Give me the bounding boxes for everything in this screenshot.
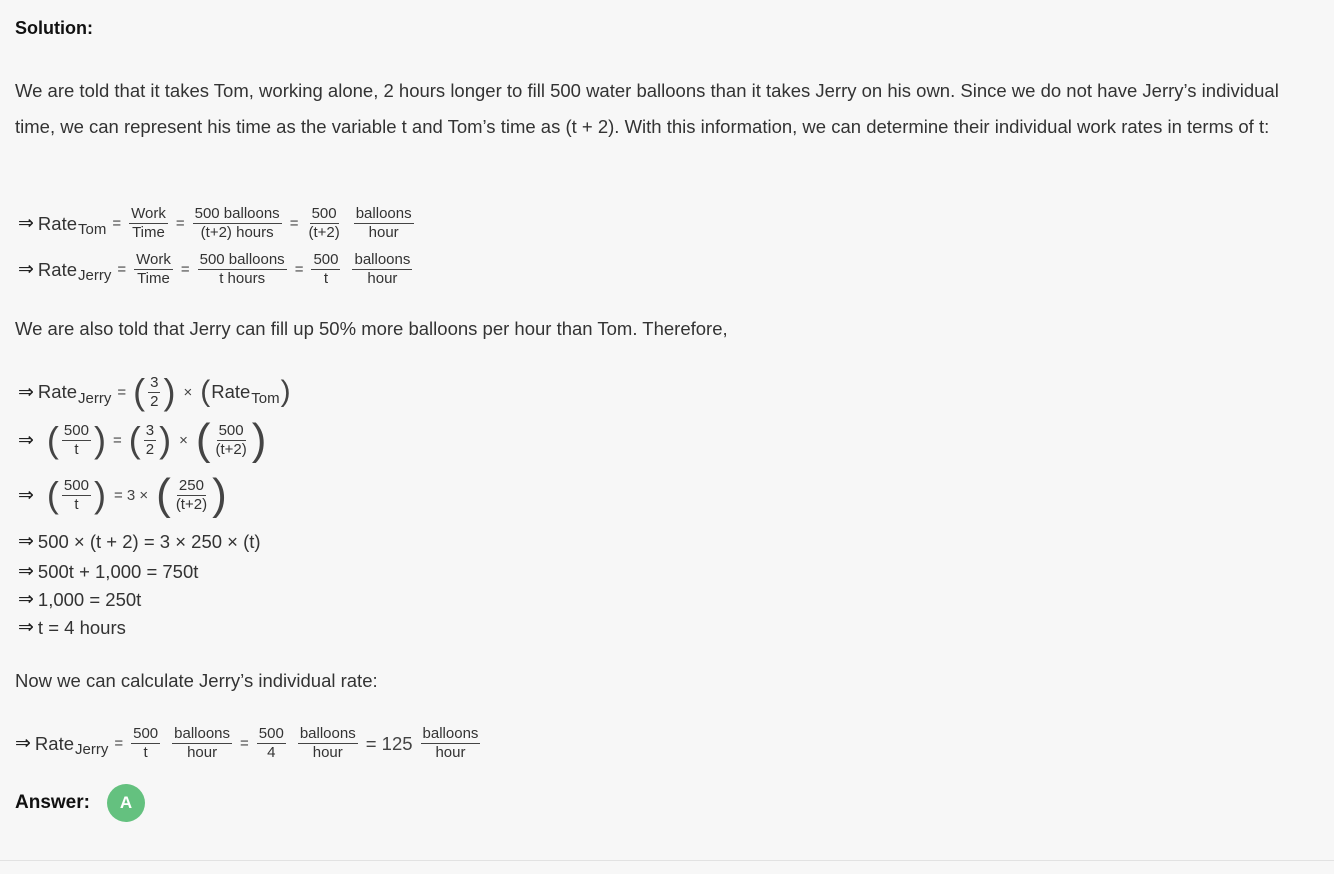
step-line: ⇒ 500 × (t + 2) = 3 × 250 × (t) <box>18 530 261 552</box>
rate-label: Rate <box>37 212 77 234</box>
simplified-equation: ⇒ ( $\frac{500}{t}$ ) = 3 × ( $\frac{250}{(t+2)}$ ) <box>18 470 227 519</box>
now-paragraph: Now we can calculate Jerry’s individual rate: <box>15 670 378 691</box>
balloons-over-hours-fraction: $\frac{\text{500 balloons}}{\text{t hours}}$ <box>199 251 285 287</box>
balloons-over-hours-fraction: $\frac{\text{500 balloons}}{\text{(t+2) hours}}$ <box>194 205 280 241</box>
result-value: = 125 <box>365 732 413 754</box>
rate-value-fraction: $\frac{500}{t}$ <box>313 251 339 287</box>
step-line: ⇒ 1,000 = 250t <box>18 588 142 610</box>
step-line: ⇒ 500t + 1,000 = 750t <box>18 560 199 582</box>
equals-sign: = <box>112 215 122 232</box>
solution-heading: Solution: <box>15 18 93 38</box>
implies-arrow: ⇒ <box>18 213 34 234</box>
work-over-time-fraction: $\frac{\text{Work}}{\text{Time}}$ <box>131 205 166 241</box>
rate-label: Rate <box>37 258 77 280</box>
rate-subscript-jerry: Jerry <box>78 267 112 284</box>
middle-paragraph: We are also told that Jerry can fill up 50% more balloons per hour than Tom. Therefore, <box>15 318 728 339</box>
answer-choice-badge: A <box>107 784 145 822</box>
rate-value-fraction: $\frac{500}{(t+2)}$ <box>308 205 340 241</box>
step-line: ⇒ t = 4 hours <box>18 616 126 638</box>
three-halves-fraction: $\frac{3}{2}$ <box>150 373 159 410</box>
intro-paragraph: We are told that it takes Tom, working alone, 2 hours longer to fill 500 water balloons than it takes Jerry on his own. Since we do not have Jerry’s individual time, we can represent his time as the variable t and Tom’s time as (t + 2). With this information, we can determine their individual work rates in terms of t: <box>15 80 1279 137</box>
unit-fraction: $\frac{\text{balloons}}{\text{hour}}$ <box>355 205 412 241</box>
work-over-time-fraction: $\frac{\text{Work}}{\text{Time}}$ <box>136 251 171 287</box>
answer-row <box>15 784 145 822</box>
unit-fraction: $\frac{\text{balloons}}{\text{hour}}$ <box>354 251 411 287</box>
rate-tom-equation: ⇒ Rate Tom = $\frac{\text{Work}}{\text{Time}}$ = $\frac{\text{500 balloons}}{\text{(t+2) hours}}$ = $\frac{500}{(t+2)}$ $\frac{\text{balloons}}{\text{hour}}$ <box>18 205 412 241</box>
rate-relation-equation: ⇒ Rate Jerry = ( $\frac{3}{2}$ ) × ( Rate Tom ) <box>18 371 291 412</box>
final-rate-equation: ⇒ Rate Jerry = $\frac{500}{t}$ $\frac{\text{balloons}}{\text{hour}}$ = $\frac{500}{4}$ $\frac{\text{balloons}}{\text{hour}}$ = 125 $\frac{\text{balloons}}{\text{hour}}$ <box>15 725 479 761</box>
rate-subscript-tom: Tom <box>78 221 107 238</box>
implies-arrow: ⇒ <box>18 259 34 280</box>
substitution-equation: ⇒ ( $\frac{500}{t}$ ) = ( $\frac{3}{2}$ ) × ( $\frac{500}{(t+2)}$ ) <box>18 415 267 464</box>
answer-label: Answer: <box>15 792 90 813</box>
rate-jerry-equation: ⇒ Rate Jerry = $\frac{\text{Work}}{\text{Time}}$ = $\frac{\text{500 balloons}}{\text{t hours}}$ = $\frac{500}{t}$ $\frac{\text{balloons}}{\text{hour}}$ <box>18 251 411 287</box>
